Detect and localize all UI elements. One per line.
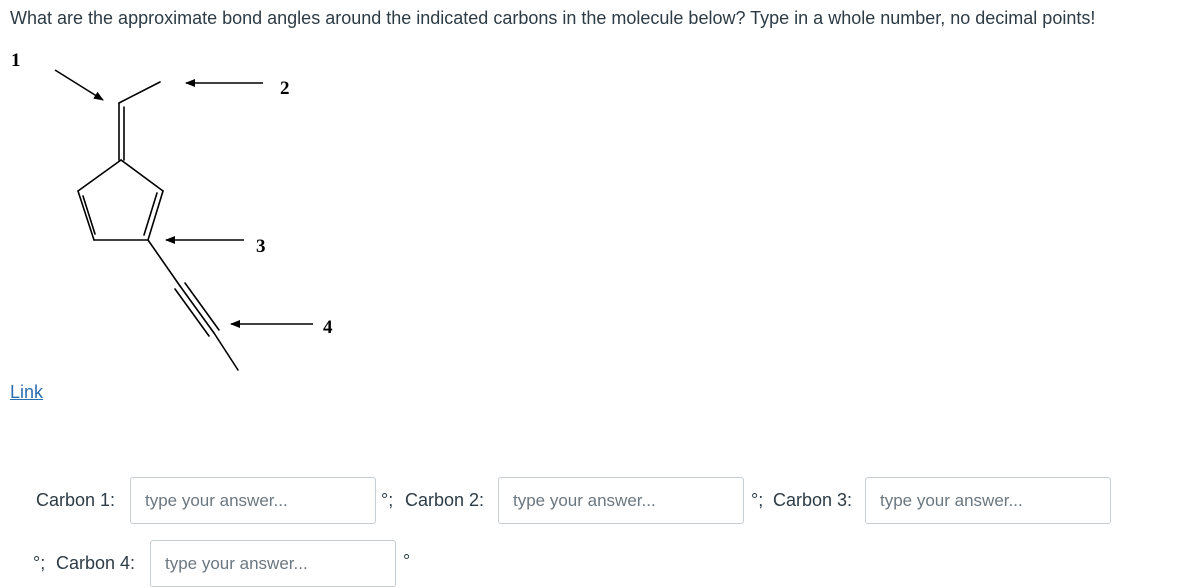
indicator-arrows: [55, 70, 313, 324]
link[interactable]: Link: [10, 382, 44, 402]
molecule-bonds: [78, 82, 238, 370]
degree-separator-1: °;: [381, 490, 394, 510]
arrow-carbon-1: [55, 70, 103, 100]
carbon-label-3: 3: [256, 236, 266, 257]
degree-separator-3: °;: [33, 553, 46, 573]
question-text: What are the approximate bond angles around the indicated carbons in the molecule below? Type in a whole number, no decimal points!: [10, 8, 1096, 28]
carbon-label-2: 2: [280, 78, 290, 99]
carbon-4-label: Carbon 4:: [56, 553, 136, 573]
molecule-structure: [0, 0, 360, 380]
carbon-3-label: Carbon 3:: [773, 490, 853, 510]
carbon-2-label: Carbon 2:: [405, 490, 485, 510]
degree-separator-2: °;: [751, 490, 764, 510]
carbon-label-4: 4: [323, 317, 333, 338]
carbon-4-input[interactable]: [150, 540, 396, 587]
carbon-label-1: 1: [11, 50, 21, 71]
carbon-1-label: Carbon 1:: [36, 490, 116, 510]
carbon-2-input[interactable]: [498, 477, 744, 524]
carbon-1-input[interactable]: [130, 477, 376, 524]
degree-symbol-end: °: [403, 551, 411, 571]
carbon-3-input[interactable]: [865, 477, 1111, 524]
